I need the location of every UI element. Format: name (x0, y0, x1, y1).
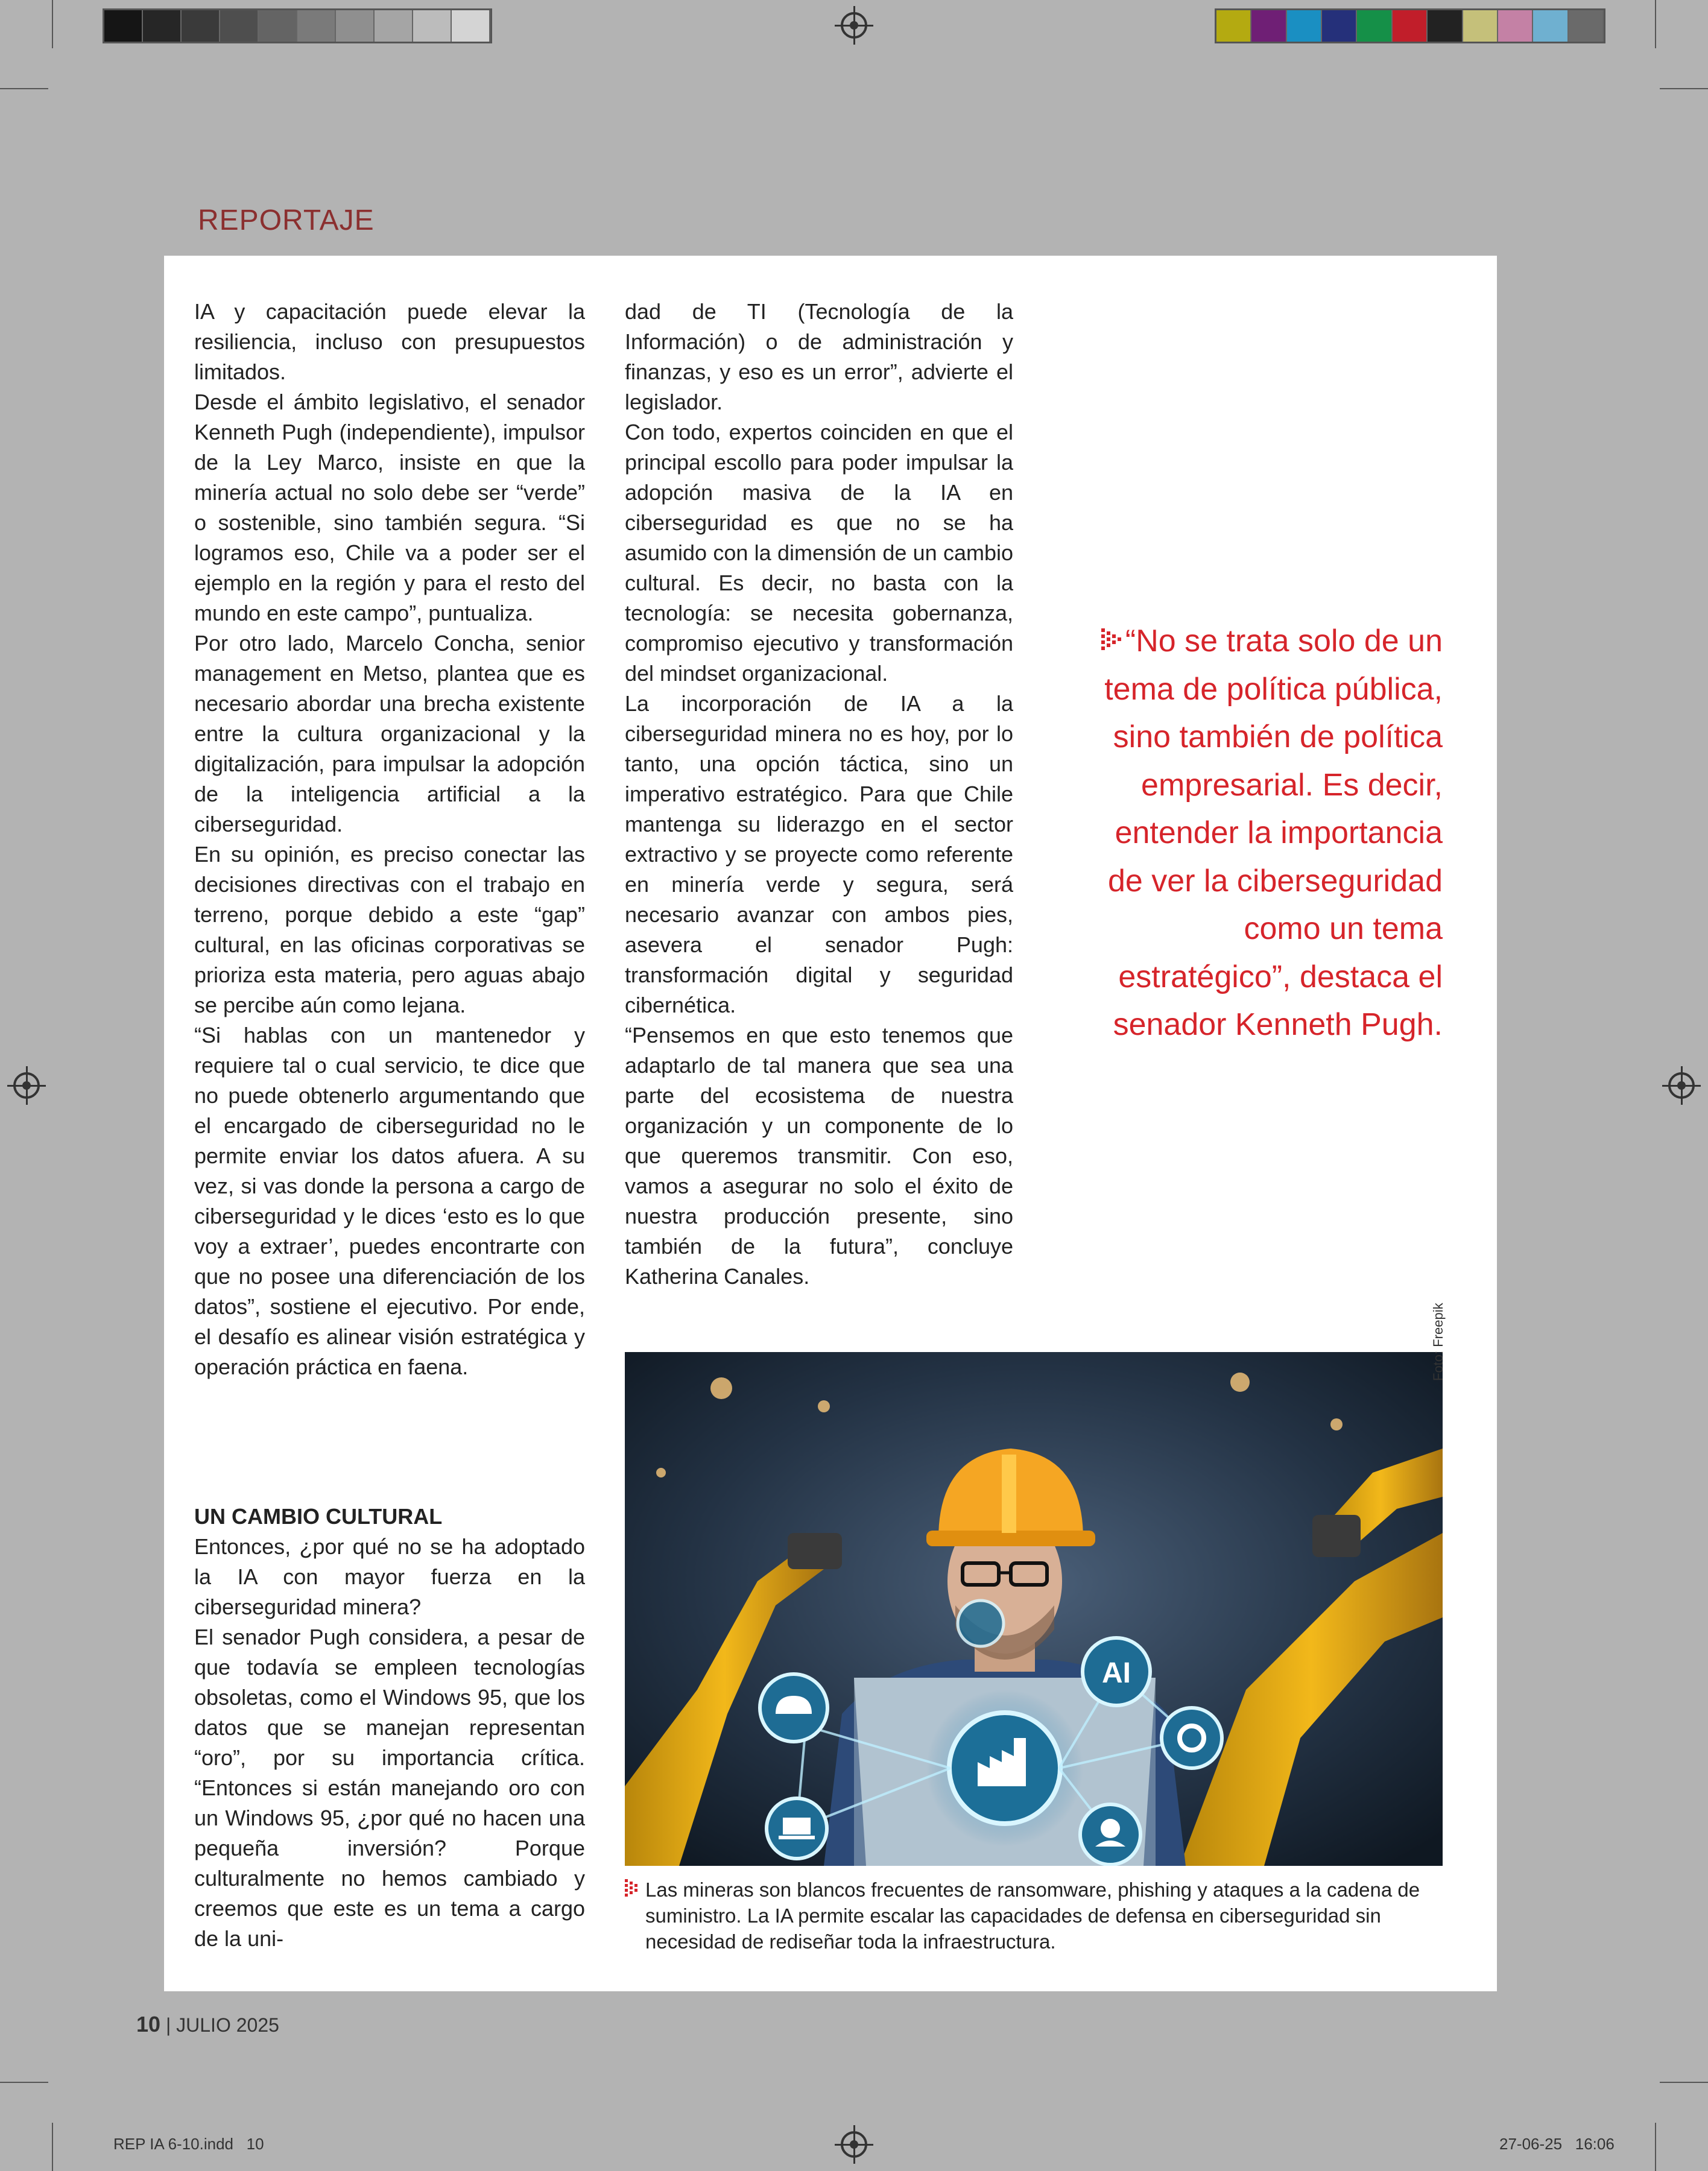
article-column-2 (625, 297, 1013, 1292)
color-swatch (143, 10, 182, 42)
photo-credit: Foto: Freepik (1431, 1303, 1446, 1381)
paragraph: En su opinión, es preciso conectar las decisiones directivas con el trabajo en terreno, porque debido a este “gap” cultural, en las oficinas corporativas se prioriza esta materia, pero aguas abajo se percibe aún como lejana. (194, 842, 585, 1017)
paragraph: “Si hablas con un mantenedor y requiere tal o cual servicio, te dice que no puede obtenerlo argumentando que el encargado de ciberseguridad no le permite enviar los datos afuera. A su vez, si vas donde la persona a cargo de ciberseguridad y le dices ‘esto es lo que voy a extraer’, puedes encontrarte con que no posee una diferenciación de los datos”, sostiene el ejecutivo. Por ende, el desafío es alinear visión estratégica y operación práctica en faena. (194, 1023, 585, 1379)
article-column-1 (194, 297, 585, 1382)
pull-quote-text: “No se trata solo de un tema de política pública, sino también de política empresarial. Es decir, entender la importancia de ver la ciberseguridad como un tema estratégico”, destaca el senador Kenneth Pugh. (1104, 624, 1443, 1042)
paragraph: “Pensemos en que esto tenemos que adaptarlo de tal manera que sea una parte del ecosistema de nuestra organización y un componente de lo que queremos transmitir. Con eso, vamos a asegurar no solo el éxito de nuestra producción presente, sino también de la futura”, concluye Katherina Canales. (625, 1023, 1013, 1289)
crop-mark (0, 88, 48, 89)
color-swatch (182, 10, 220, 42)
color-swatch (1251, 10, 1286, 42)
crop-mark (1655, 2123, 1656, 2171)
ai-icon-label: AI (1102, 1657, 1131, 1689)
section-label: REPORTAJE (198, 204, 375, 236)
caption-bullet-icon (625, 1877, 640, 1901)
paragraph: El senador Pugh considera, a pesar de que todavía se empleen tecnologías obsoletas, como el Windows 95, que los datos que se manejan representan “oro”, por su importancia crítica. “Entonces si están manejando oro con un Windows 95, ¿por qué no hacen una pequeña inversión? Porque culturalmente no hemos cambiado y creemos que este es un tema a cargo de la uni- (194, 1625, 585, 1951)
color-swatch (297, 10, 336, 42)
folio-separator: | (165, 2014, 171, 2036)
article-column-1-continued (194, 1502, 585, 1954)
paragraph: Por otro lado, Marcelo Concha, senior management en Metso, plantea que es necesario abordar una brecha existente entre la cultura organizacional y la digitalización, para impulsar la adopción de la inteligencia artificial a la ciberseguridad. (194, 631, 585, 836)
color-swatch (1463, 10, 1498, 42)
color-swatch (413, 10, 452, 42)
color-swatch (1533, 10, 1568, 42)
crop-mark (1660, 2082, 1708, 2083)
slug-file: REP IA 6-10.indd 10 (113, 2135, 264, 2153)
subheading: UN CAMBIO CULTURAL (194, 1504, 443, 1529)
registration-mark-icon (1668, 1072, 1695, 1099)
paragraph: IA y capacitación puede elevar la resiliencia, incluso con presupuestos limitados. (194, 299, 585, 384)
color-swatch (1393, 10, 1428, 42)
photo-illustration (625, 1352, 1443, 1866)
crop-mark (52, 2123, 53, 2171)
color-swatch (336, 10, 375, 42)
paragraph: Con todo, expertos coinciden en que el principal escollo para poder impulsar la adopción masiva de la IA en ciberseguridad es que no se ha asumido con la dimensión de un cambio cultural. Es decir, no basta con la tecnología: se necesita gobernanza, compromiso ejecutivo y transformación del mindset organizacional. (625, 420, 1013, 686)
color-swatch (1357, 10, 1392, 42)
color-swatch (375, 10, 413, 42)
paragraph: Desde el ámbito legislativo, el senador Kenneth Pugh (independiente), impulsor de la Ley Marco, insiste en que la minería actual no solo debe ser “verde” o sostenible, sino también segura. “Si logramos eso, Chile va a poder ser el ejemplo en la región y para el resto del mundo en este campo”, puntualiza. (194, 390, 585, 625)
pull-quote (1086, 618, 1443, 1049)
registration-mark-icon (841, 12, 867, 39)
page-number: 10 (136, 2012, 161, 2037)
photo-caption-text: Las mineras son blancos frecuentes de ransomware, phishing y ataques a la cadena de suministro. La IA permite escalar las capacidades de defensa en ciberseguridad sin necesidad de rediseñar toda la infraestructura. (645, 1879, 1420, 1953)
slug-date: 27-06-25 16:06 (1499, 2135, 1615, 2153)
color-swatch (220, 10, 259, 42)
color-swatch (1428, 10, 1463, 42)
registration-mark-icon (841, 2131, 867, 2158)
color-swatch (104, 10, 143, 42)
color-swatch (1287, 10, 1322, 42)
gray-color-bar (103, 8, 492, 43)
quote-bullet-icon (1101, 626, 1122, 655)
color-swatch (1322, 10, 1357, 42)
crop-mark (1660, 88, 1708, 89)
color-swatch (1569, 10, 1604, 42)
crop-mark (1655, 0, 1656, 48)
paragraph: La incorporación de IA a la ciberseguridad minera no es hoy, por lo tanto, una opción táctica, sino un imperativo estratégico. Para que Chile mantenga su liderazgo en el sector extractivo y se proyecte como referente en minería verde y segura, será necesario avanzar con ambos pies, asevera el senador Pugh: transformación digital y seguridad cibernética. (625, 691, 1013, 1017)
page-folio (136, 2012, 279, 2037)
issue-date: JULIO 2025 (176, 2014, 279, 2036)
color-swatch (259, 10, 297, 42)
color-swatch (1498, 10, 1533, 42)
process-color-bar (1215, 8, 1605, 43)
paragraph: Entonces, ¿por qué no se ha adoptado la IA con mayor fuerza en la ciberseguridad minera? (194, 1534, 585, 1619)
color-swatch (1216, 10, 1251, 42)
registration-mark-icon (13, 1072, 40, 1099)
paragraph: dad de TI (Tecnología de la Información) o de administración y finanzas, y eso es un error”, advierte el legislador. (625, 299, 1013, 414)
crop-mark (0, 2082, 48, 2083)
color-swatch (452, 10, 490, 42)
crop-mark (52, 0, 53, 48)
article-photo (625, 1352, 1443, 1866)
